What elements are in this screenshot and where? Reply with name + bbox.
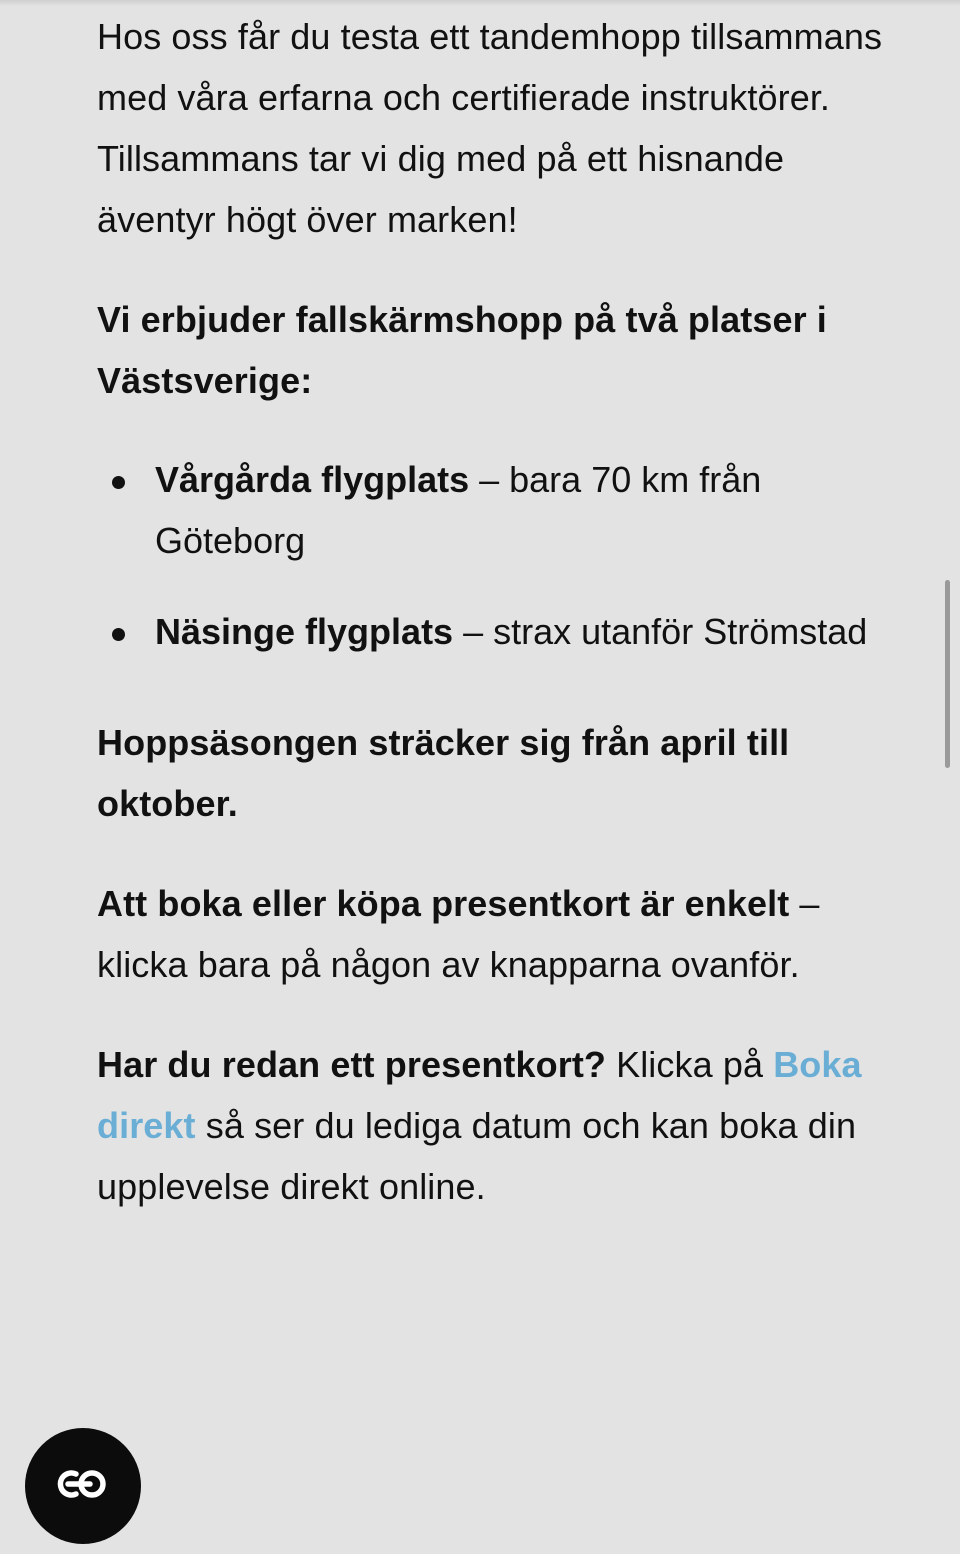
list-item-nasinge <box>155 601 887 662</box>
boka-direkt-link[interactable]: Boka direkt <box>97 1044 862 1146</box>
gift-rest: så ser du lediga datum och kan boka din upplevelse direkt online. <box>97 1105 857 1207</box>
list-item-vargarda <box>155 449 887 571</box>
season-paragraph: Hoppsäsongen sträcker sig från april till oktober. <box>97 722 790 824</box>
chat-logo-icon <box>50 1467 116 1506</box>
location-name: Vårgårda flygplats <box>155 459 470 500</box>
intro-paragraph: Hos oss får du testa ett tandemhopp tillsammans med våra erfarna och certifierade instruktörer. Tillsammans tar vi dig med på ett hisnande äventyr högt över marken! <box>97 16 883 240</box>
gift-card-paragraph <box>97 1034 887 1217</box>
booking-rest: – klicka bara på någon av knapparna ovanför. <box>97 883 820 985</box>
locations-list <box>97 449 887 662</box>
places-heading: Vi erbjuder fallskärmshopp på två platser i Västsverige: <box>97 299 827 401</box>
article-body <box>97 6 887 1217</box>
booking-paragraph <box>97 873 887 995</box>
booking-bold: Att boka eller köpa presentkort är enkelt <box>97 883 790 924</box>
scrollbar-thumb[interactable] <box>945 580 950 768</box>
location-detail: – strax utanför Strömstad <box>453 611 868 652</box>
locations-list-wrapper <box>97 449 887 662</box>
chat-button[interactable] <box>25 1428 141 1544</box>
location-detail: – bara 70 km från Göteborg <box>155 459 762 561</box>
gift-bold: Har du redan ett presentkort? <box>97 1044 606 1085</box>
location-name: Näsinge flygplats <box>155 611 454 652</box>
gift-mid: Klicka på <box>606 1044 774 1085</box>
